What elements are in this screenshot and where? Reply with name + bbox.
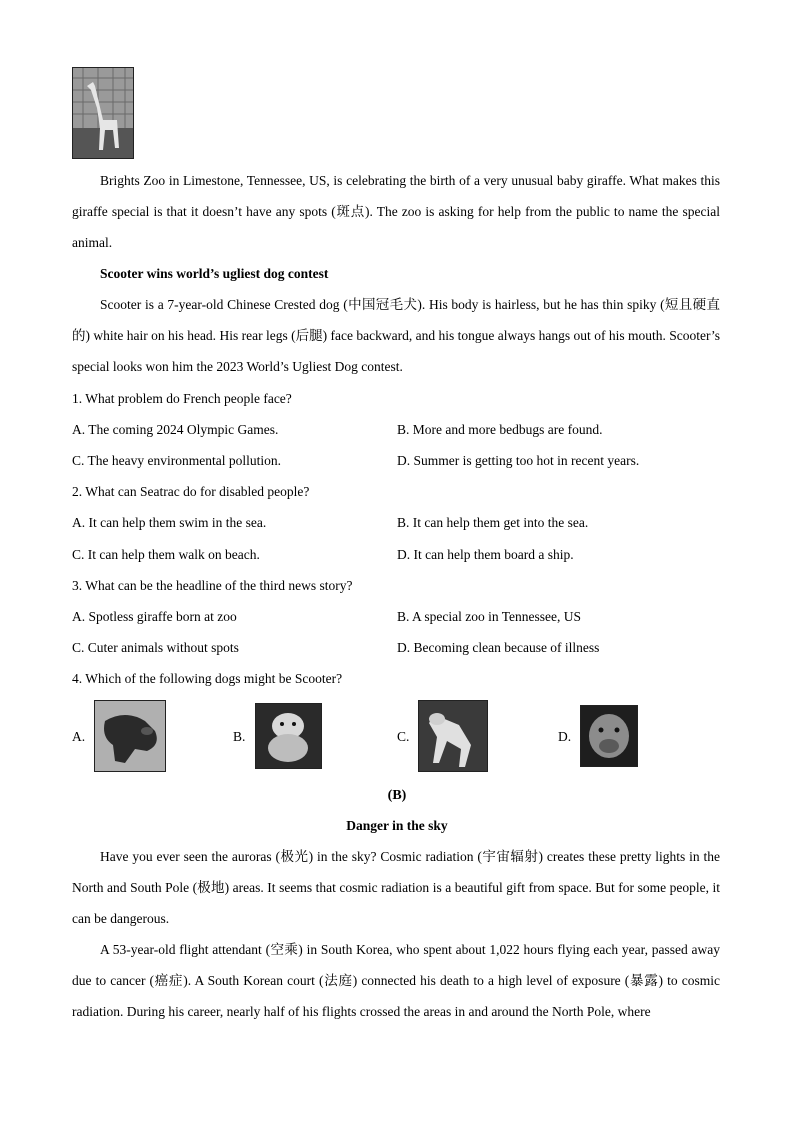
- question-3-option-c[interactable]: C. Cuter animals without spots: [72, 640, 239, 655]
- story-paragraph: Scooter is a 7-year-old Chinese Crested dog (中国冠毛犬). His body is hairless, but he has thin spiky (短且硬直的) white hair on his head. His rear legs (后腿) face backward, and his tongue always hangs out of his mouth. Scooter’s special looks won him the 2023 World’s Ugliest Dog contest.: [72, 297, 720, 374]
- question-1-option-c[interactable]: C. The heavy environmental pollution.: [72, 453, 281, 468]
- question-1-option-a[interactable]: A. The coming 2024 Olympic Games.: [72, 422, 279, 437]
- story-paragraph-block: [72, 289, 720, 382]
- section-b-body: [72, 841, 720, 1027]
- giraffe-photo: [72, 67, 134, 159]
- section-b-label: (B): [387, 788, 407, 803]
- dog-photo-b[interactable]: [255, 703, 322, 769]
- dog-photo-a[interactable]: [94, 700, 166, 772]
- section-b-paragraph-1: Have you ever seen the auroras (极光) in the sky? Cosmic radiation (宇宙辐射) creates these pretty lights in the North and South Pole (极地) areas. It seems that cosmic radiation is a beautiful gift from space. But for some people, it can be dangerous.: [72, 849, 720, 926]
- question-2-option-c[interactable]: C. It can help them walk on beach.: [72, 547, 260, 562]
- question-2-option-b[interactable]: B. It can help them get into the sea.: [397, 515, 589, 530]
- question-2-option-d[interactable]: D. It can help them board a ship.: [397, 547, 574, 562]
- question-4-stem: 4. Which of the following dogs might be Scooter?: [72, 671, 343, 686]
- question-4-option-b-label[interactable]: B.: [233, 729, 246, 744]
- question-3-option-d[interactable]: D. Becoming clean because of illness: [397, 640, 600, 655]
- story-headline: Scooter wins world’s ugliest dog contest: [100, 266, 329, 281]
- intro-paragraph-block: [72, 165, 720, 258]
- section-b-title: Danger in the sky: [346, 818, 448, 833]
- dog-photo-d[interactable]: [580, 705, 638, 767]
- question-3-stem: 3. What can be the headline of the third news story?: [72, 578, 353, 593]
- question-1-option-d[interactable]: D. Summer is getting too hot in recent years.: [397, 453, 640, 468]
- question-1-option-b[interactable]: B. More and more bedbugs are found.: [397, 422, 603, 437]
- question-2-option-a[interactable]: A. It can help them swim in the sea.: [72, 515, 267, 530]
- section-b-paragraph-2: A 53-year-old flight attendant (空乘) in South Korea, who spent about 1,022 hours flying each year, passed away due to cancer (癌症). A South Korean court (法庭) connected his death to a high level of exposure (暴露) to cosmic radiation. During his career, nearly half of his flights crossed the areas in and around the North Pole, where: [72, 942, 720, 1019]
- question-3-option-b[interactable]: B. A special zoo in Tennessee, US: [397, 609, 582, 624]
- question-4-option-c-label[interactable]: C.: [397, 729, 410, 744]
- question-2-stem: 2. What can Seatrac do for disabled people?: [72, 484, 310, 499]
- question-4-option-a-label[interactable]: A.: [72, 729, 86, 744]
- dog-photo-c[interactable]: [418, 700, 488, 772]
- intro-paragraph: Brights Zoo in Limestone, Tennessee, US, is celebrating the birth of a very unusual baby giraffe. What makes this giraffe special is that it doesn’t have any spots (斑点). The zoo is asking for help from the public to name the special animal.: [72, 173, 720, 250]
- question-4-option-d-label[interactable]: D.: [558, 729, 572, 744]
- question-3-option-a[interactable]: A. Spotless giraffe born at zoo: [72, 609, 237, 624]
- question-1-stem: 1. What problem do French people face?: [72, 391, 292, 406]
